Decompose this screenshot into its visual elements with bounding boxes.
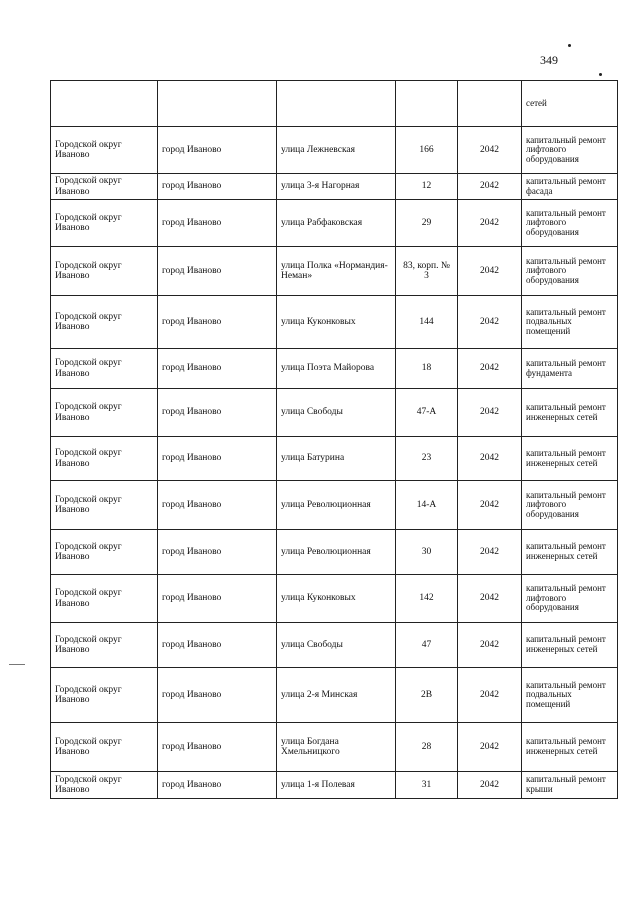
work-type-cell: капитальный ремонт фундамента <box>522 349 618 389</box>
okrug-cell: Городской округ Иваново <box>51 127 158 174</box>
year-cell: 2042 <box>458 247 522 296</box>
city-cell: город Иваново <box>158 437 277 481</box>
year-cell: 2042 <box>458 174 522 200</box>
city-cell: город Иваново <box>158 772 277 799</box>
street-cell: улица Полка «Нормандия-Неман» <box>277 247 396 296</box>
city-cell: город Иваново <box>158 247 277 296</box>
table-row <box>51 389 618 437</box>
year-cell: 2042 <box>458 575 522 623</box>
okrug-cell: Городской округ Иваново <box>51 668 158 723</box>
house-number-cell: 23 <box>396 437 458 481</box>
city-cell: город Иваново <box>158 530 277 575</box>
city-cell: город Иваново <box>158 349 277 389</box>
year-cell: 2042 <box>458 723 522 772</box>
table-row <box>51 772 618 799</box>
table-row <box>51 668 618 723</box>
house-number-cell: 29 <box>396 200 458 247</box>
city-cell: город Иваново <box>158 623 277 668</box>
year-cell <box>458 81 522 127</box>
house-number-cell: 30 <box>396 530 458 575</box>
work-type-cell: капитальный ремонт лифтового оборудования <box>522 247 618 296</box>
city-cell <box>158 81 277 127</box>
house-number-cell: 28 <box>396 723 458 772</box>
house-number-cell: 166 <box>396 127 458 174</box>
work-type-cell: капитальный ремонт фасада <box>522 174 618 200</box>
table-row <box>51 623 618 668</box>
city-cell: город Иваново <box>158 296 277 349</box>
street-cell: улица Рабфаковская <box>277 200 396 247</box>
street-cell: улица Куконковых <box>277 296 396 349</box>
house-number-cell: 47 <box>396 623 458 668</box>
street-cell: улица Лежневская <box>277 127 396 174</box>
page-number: 349 <box>540 53 558 67</box>
table-row <box>51 723 618 772</box>
table-row <box>51 127 618 174</box>
okrug-cell: Городской округ Иваново <box>51 296 158 349</box>
table-row <box>51 530 618 575</box>
street-cell: улица 1-я Полевая <box>277 772 396 799</box>
house-number-cell: 14-А <box>396 481 458 530</box>
work-type-cell: капитальный ремонт подвальных помещений <box>522 296 618 349</box>
table-row <box>51 81 618 127</box>
street-cell: улица Поэта Майорова <box>277 349 396 389</box>
city-cell: город Иваново <box>158 174 277 200</box>
okrug-cell: Городской округ Иваново <box>51 437 158 481</box>
register-table-body <box>51 81 618 799</box>
street-cell: улица Богдана Хмельницкого <box>277 723 396 772</box>
year-cell: 2042 <box>458 349 522 389</box>
okrug-cell: Городской округ Иваново <box>51 530 158 575</box>
okrug-cell: Городской округ Иваново <box>51 247 158 296</box>
table-row <box>51 247 618 296</box>
okrug-cell <box>51 81 158 127</box>
city-cell: город Иваново <box>158 723 277 772</box>
street-cell <box>277 81 396 127</box>
city-cell: город Иваново <box>158 575 277 623</box>
scan-dot <box>599 73 602 76</box>
okrug-cell: Городской округ Иваново <box>51 481 158 530</box>
table-row <box>51 174 618 200</box>
house-number-cell: 144 <box>396 296 458 349</box>
year-cell: 2042 <box>458 623 522 668</box>
okrug-cell: Городской округ Иваново <box>51 623 158 668</box>
okrug-cell: Городской округ Иваново <box>51 723 158 772</box>
table-row <box>51 437 618 481</box>
work-type-cell: капитальный ремонт лифтового оборудования <box>522 481 618 530</box>
table-row <box>51 296 618 349</box>
street-cell: улица Революционная <box>277 481 396 530</box>
work-type-cell: капитальный ремонт инженерных сетей <box>522 530 618 575</box>
work-type-cell: капитальный ремонт инженерных сетей <box>522 437 618 481</box>
work-type-cell: капитальный ремонт лифтового оборудования <box>522 575 618 623</box>
city-cell: город Иваново <box>158 389 277 437</box>
house-number-cell: 18 <box>396 349 458 389</box>
table-row <box>51 481 618 530</box>
okrug-cell: Городской округ Иваново <box>51 772 158 799</box>
year-cell: 2042 <box>458 530 522 575</box>
work-type-cell: капитальный ремонт инженерных сетей <box>522 389 618 437</box>
okrug-cell: Городской округ Иваново <box>51 575 158 623</box>
table-row <box>51 575 618 623</box>
house-number-cell: 31 <box>396 772 458 799</box>
year-cell: 2042 <box>458 127 522 174</box>
street-cell: улица Куконковых <box>277 575 396 623</box>
scan-dot <box>568 44 571 47</box>
okrug-cell: Городской округ Иваново <box>51 200 158 247</box>
city-cell: город Иваново <box>158 200 277 247</box>
work-type-cell: капитальный ремонт инженерных сетей <box>522 723 618 772</box>
table-row <box>51 349 618 389</box>
house-number-cell: 2В <box>396 668 458 723</box>
city-cell: город Иваново <box>158 481 277 530</box>
okrug-cell: Городской округ Иваново <box>51 349 158 389</box>
year-cell: 2042 <box>458 389 522 437</box>
street-cell: улица 3-я Нагорная <box>277 174 396 200</box>
year-cell: 2042 <box>458 437 522 481</box>
register-table <box>50 80 618 799</box>
work-type-cell: капитальный ремонт крыши <box>522 772 618 799</box>
work-type-cell: капитальный ремонт лифтового оборудования <box>522 200 618 247</box>
work-type-cell: капитальный ремонт подвальных помещений <box>522 668 618 723</box>
street-cell: улица 2-я Минская <box>277 668 396 723</box>
house-number-cell: 12 <box>396 174 458 200</box>
house-number-cell <box>396 81 458 127</box>
year-cell: 2042 <box>458 200 522 247</box>
year-cell: 2042 <box>458 296 522 349</box>
house-number-cell: 47-А <box>396 389 458 437</box>
okrug-cell: Городской округ Иваново <box>51 389 158 437</box>
street-cell: улица Революционная <box>277 530 396 575</box>
okrug-cell: Городской округ Иваново <box>51 174 158 200</box>
house-number-cell: 142 <box>396 575 458 623</box>
year-cell: 2042 <box>458 481 522 530</box>
year-cell: 2042 <box>458 772 522 799</box>
street-cell: улица Батурина <box>277 437 396 481</box>
margin-mark <box>9 664 25 665</box>
work-type-cell: сетей <box>522 81 618 127</box>
work-type-cell: капитальный ремонт инженерных сетей <box>522 623 618 668</box>
house-number-cell: 83, корп. № 3 <box>396 247 458 296</box>
city-cell: город Иваново <box>158 668 277 723</box>
street-cell: улица Свободы <box>277 623 396 668</box>
year-cell: 2042 <box>458 668 522 723</box>
street-cell: улица Свободы <box>277 389 396 437</box>
table-row <box>51 200 618 247</box>
city-cell: город Иваново <box>158 127 277 174</box>
work-type-cell: капитальный ремонт лифтового оборудования <box>522 127 618 174</box>
